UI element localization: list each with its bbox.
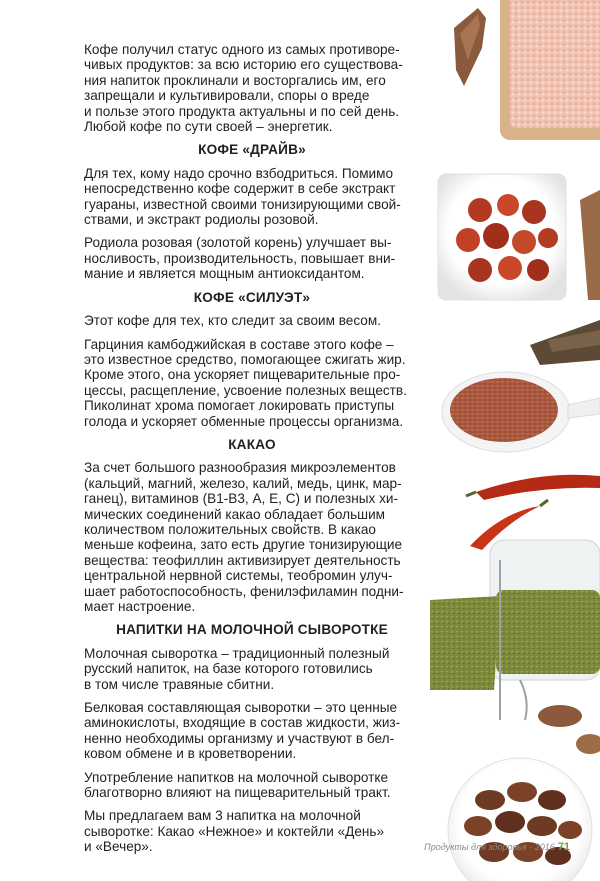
heading-drive: КОФЕ «ДРАЙВ» bbox=[198, 142, 306, 158]
rosehip-bowl-image bbox=[438, 174, 566, 300]
flax-spoon-image bbox=[442, 372, 600, 452]
heading-silhouette: КОФЕ «СИЛУЭТ» bbox=[193, 289, 311, 305]
footer-caption: Продукты для здоровья · 2016 bbox=[424, 842, 555, 852]
whey-paragraph-3: Употребление напитков на молочной сыворотке благотворно влияют на пищеварительный тракт. bbox=[84, 769, 391, 801]
whey-paragraph-1: Молочная сыворотка – традиционный полезный русский напиток, на базе которого готовились в том числе травяные сбитни. bbox=[84, 645, 390, 692]
spices-photo bbox=[430, 0, 600, 881]
page-number: 71 bbox=[557, 841, 570, 853]
page-footer bbox=[424, 841, 570, 853]
whey-paragraph-2: Белковая составляющая сыворотки – это ценные аминокислоты, входящие в состав жидкости, жиз- ненно необходимы организму и участвуют в бел- ковом обмене и в кроветворении. bbox=[84, 700, 401, 762]
salt-tray-image bbox=[500, 0, 600, 140]
drive-paragraph-1: Для тех, кому надо срочно взбодриться. Помимо непосредственно кофе содержит в себе экстракт гуараны, известной своими тонизирующими свой- ствами, и экстракт родиолы розовой. bbox=[84, 165, 401, 228]
intro-paragraph: Кофе получил статус одного из самых противоре- чивых продуктов: за всю историю его существова- ния напиток проклинали и восторгались им, его запрещали и культивировали, споры о вреде и пользе этого продукта актуальны и по сей день. Любой кофе по сути своей – энергетик. bbox=[84, 42, 403, 135]
drive-paragraph-2: Родиола розовая (золотой корень) улучшает вы- носливость, производительность, повышает вни- мание и является мощным антиоксидантом. bbox=[84, 235, 396, 282]
heading-whey-drinks: НАПИТКИ НА МОЛОЧНОЙ СЫВОРОТКЕ bbox=[116, 622, 388, 638]
article-text-column bbox=[84, 42, 420, 863]
chili-pepper-image bbox=[466, 475, 600, 550]
heading-cocoa: КАКАО bbox=[228, 436, 276, 452]
whey-paragraph-4: Мы предлагаем вам 3 напитка на молочной сыворотке: Какао «Нежное» и коктейли «День» и «Вечер». bbox=[84, 808, 385, 855]
silhouette-paragraph-2: Гарциния камбоджийская в составе этого кофе – это известное средство, помогающее сжигать жир. Кроме этого, она ускоряет пищеварительные про- цессы, расщепление, усвоение полезных веществ. Пиколинат хрома помогает локировать приступы голода и ускоряет обменные процессы организма. bbox=[84, 336, 407, 429]
cocoa-beans-bowl-image bbox=[448, 758, 592, 881]
bark-image bbox=[530, 320, 600, 365]
cocoa-paragraph: За счет большого разнообразия микроэлементов (кальций, магний, железо, калий, медь, цинк, мар- ганец), витаминов (В1-В3, А, Е, С) и полезных хи- мических соединений какао обладает большим количеством положительных свойств. В какао меньше кофеина, зато есть другие тонизирующие вещества: теофиллин активизирует деятельность центральной нервной системы, теобромин улуч- шает работоспособность, фенилэфиламин подни- мает настроение. bbox=[84, 460, 404, 614]
silhouette-paragraph-1: Этот кофе для тех, кто следит за своим весом. bbox=[84, 313, 381, 329]
herb-jar-image bbox=[430, 540, 600, 720]
